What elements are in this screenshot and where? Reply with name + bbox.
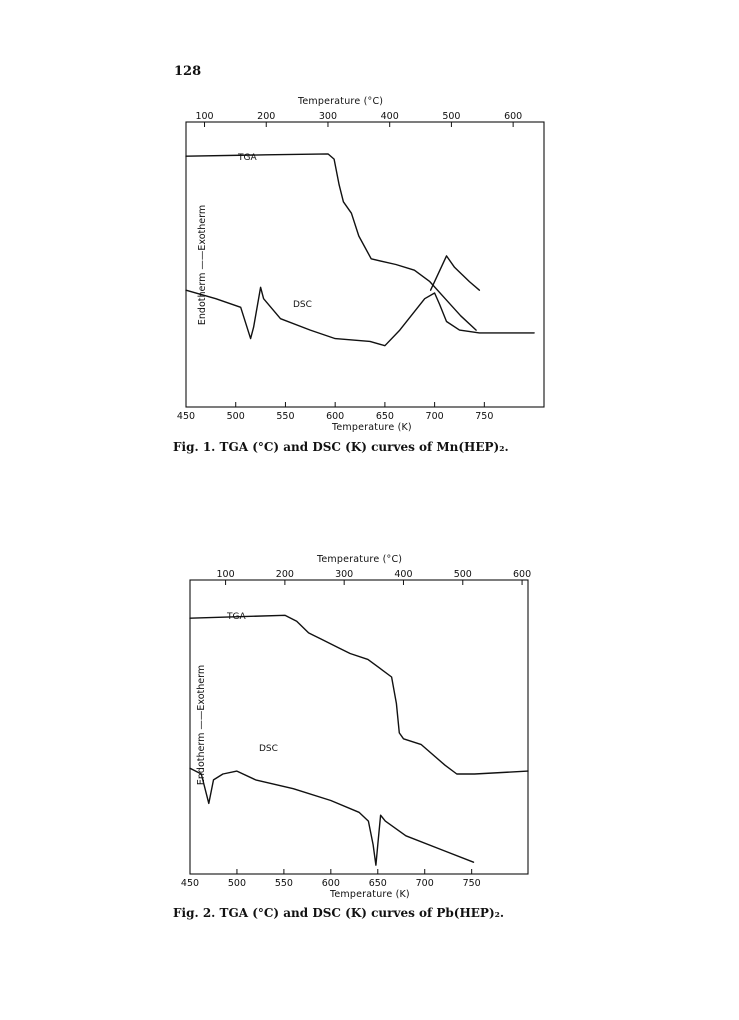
bottom-tick-label: 450 xyxy=(176,411,196,422)
dsc-curve-label: DSC xyxy=(293,300,312,310)
plot-frame xyxy=(186,122,544,407)
dsc-curve-segment xyxy=(431,256,480,290)
top-tick-label: 400 xyxy=(394,569,413,580)
top-tick-label: 200 xyxy=(275,569,294,580)
bottom-tick-label: 600 xyxy=(326,411,345,422)
bottom-tick-label: 750 xyxy=(462,878,481,889)
tga-curve xyxy=(190,615,528,774)
y-axis-label: Endotherm ——Exotherm xyxy=(196,664,207,786)
top-tick-label: 500 xyxy=(453,569,472,580)
figure-caption: Fig. 2. TGA (°C) and DSC (K) curves of Pb(HEP)₂. xyxy=(173,906,505,920)
bottom-tick-label: 600 xyxy=(321,878,340,889)
figure-1 xyxy=(0,90,739,470)
bottom-tick-label: 550 xyxy=(276,411,295,422)
dsc-curve-label: DSC xyxy=(259,744,278,754)
bottom-tick-label: 500 xyxy=(227,878,247,889)
top-tick-label: 500 xyxy=(442,111,461,122)
dsc-curve xyxy=(186,287,534,345)
figure-1-chart xyxy=(0,90,739,470)
bottom-tick-label: 750 xyxy=(475,411,494,422)
bottom-tick-label: 500 xyxy=(226,411,245,422)
top-axis-title: Temperature (°C) xyxy=(317,554,403,565)
tga-curve-label: TGA xyxy=(238,153,257,163)
figure-2-chart xyxy=(0,548,739,928)
dsc-curve xyxy=(190,768,474,865)
top-tick-label: 100 xyxy=(195,111,214,122)
y-axis-label: Endotherm ——Exotherm xyxy=(197,204,208,326)
bottom-tick-label: 650 xyxy=(368,878,387,889)
bottom-tick-label: 550 xyxy=(274,878,293,889)
page-number: 128 xyxy=(174,64,202,79)
bottom-axis-title: Temperature (K) xyxy=(332,422,412,433)
plot-frame xyxy=(190,580,528,874)
top-tick-label: 600 xyxy=(512,569,532,580)
top-tick-label: 300 xyxy=(318,111,338,122)
figure-caption: Fig. 1. TGA (°C) and DSC (K) curves of Mn(HEP)₂. xyxy=(173,440,509,454)
top-tick-label: 400 xyxy=(380,111,399,122)
figure-2 xyxy=(0,548,739,928)
top-tick-label: 600 xyxy=(504,111,523,122)
bottom-tick-label: 450 xyxy=(180,878,200,889)
bottom-tick-label: 650 xyxy=(375,411,394,422)
bottom-tick-label: 700 xyxy=(415,878,434,889)
bottom-axis-title: Temperature (K) xyxy=(330,889,410,900)
top-axis-title: Temperature (°C) xyxy=(298,96,384,107)
top-tick-label: 200 xyxy=(257,111,276,122)
bottom-tick-label: 700 xyxy=(425,411,444,422)
top-tick-label: 300 xyxy=(335,569,354,580)
top-tick-label: 100 xyxy=(216,569,235,580)
tga-curve-label: TGA xyxy=(227,612,246,622)
